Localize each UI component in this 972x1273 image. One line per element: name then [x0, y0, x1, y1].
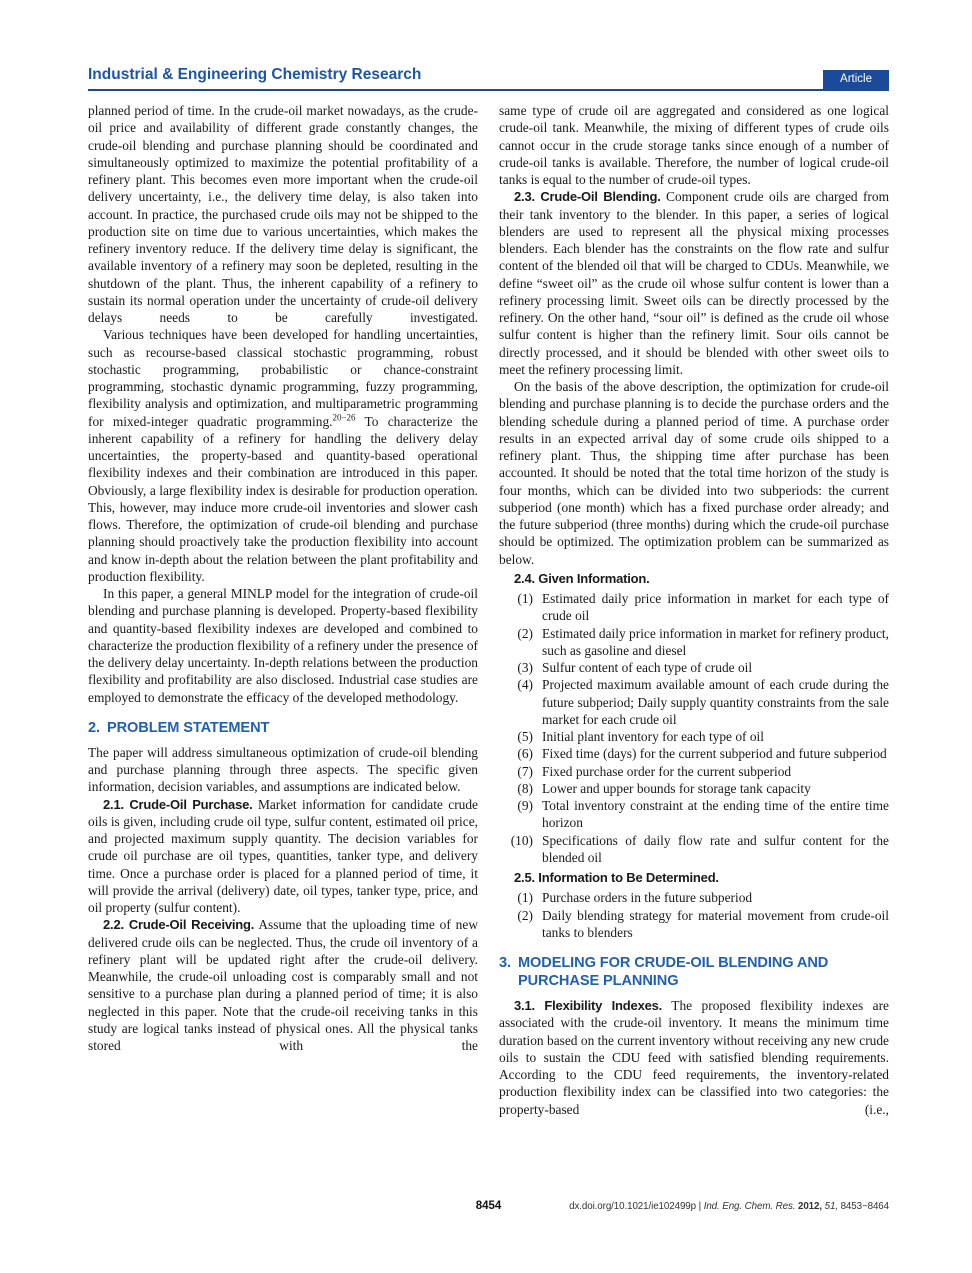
- list-item: [499, 889, 889, 906]
- paragraph-contribution: In this paper, a general MINLP model for the integration of crude-oil blending and purchase planning is developed. Property-based flexibility and quantity-based flexibility indexes are developed and combined to characterize the production flexibility of a refinery under the presence of the delivery delay uncertainty. In-depth relations between the production flexibility and profitability are also disclosed. Industrial case studies are employed to demonstrate the efficacy of the developed methodology.: [88, 586, 478, 705]
- list-item-number: (1): [517, 890, 533, 906]
- list-item: [499, 907, 889, 942]
- list-item-number: (4): [517, 677, 533, 693]
- subsection-heading: 2.2. Crude-Oil Receiving.: [103, 917, 255, 933]
- subsection-heading-information-determined: 2.5. Information to Be Determined.: [514, 870, 719, 885]
- section-heading-problem-statement: [88, 719, 478, 737]
- page-number: 8454: [475, 1200, 502, 1212]
- page-header: [88, 66, 889, 91]
- citation-year: 2012,: [797, 1201, 825, 1212]
- citation-volume: 51,: [824, 1201, 841, 1212]
- list-item-text: Daily blending strategy for material movement from crude-oil tanks to blenders: [542, 907, 889, 940]
- paragraph-text: Market information for candidate crude oils is given, including crude oil type, sulfur content, estimated oil price, and projected maximum supply quantity. The decision variables for crude oil purchase are oil types, quantities, tanker type, and delivery time. Once a purchase order is placed for a planned period of time, it will provide the arrival (delivery) date, oil types, tanker type, price, and oil property (sulfur content).: [88, 796, 478, 915]
- list-item: [499, 745, 889, 762]
- list-item-text: Sulfur content of each type of crude oil: [542, 660, 753, 675]
- list-item: [499, 590, 889, 625]
- paragraph-receiving-continuation: same type of crude oil are aggregated and considered as one logical crude-oil tank. Meanwhile, the mixing of different types of crude oils cannot occur in the crude storage tanks since enough of a number of crude-oil tanks is available. Therefore, the number of logical crude-oil tanks is equal to the number of crude-oil types.: [499, 103, 889, 187]
- page-footer: [88, 1200, 889, 1216]
- given-information-list: [499, 590, 889, 866]
- paragraph-problem-overview: The paper will address simultaneous optimization of crude-oil blending and purchase planning through three aspects. The specific given information, decision variables, and assumptions are indicated below.: [88, 744, 478, 795]
- list-item: [499, 763, 889, 780]
- list-item-number: (5): [517, 729, 533, 744]
- subsection-heading: 2.1. Crude-Oil Purchase.: [103, 796, 253, 812]
- left-column: [88, 102, 478, 1118]
- list-item-number: (2): [517, 907, 533, 923]
- page-content: [88, 66, 889, 1118]
- list-item-text: Purchase orders in the future subperiod: [542, 890, 753, 906]
- section-number: 3.: [499, 955, 511, 971]
- list-item: [499, 625, 889, 660]
- list-item-text: Estimated daily price information in market for each type of crude oil: [542, 591, 889, 624]
- list-item-number: (10): [510, 832, 533, 848]
- journal-title: Industrial & Engineering Chemistry Research: [88, 66, 422, 83]
- list-item-number: (8): [517, 780, 533, 796]
- information-determined-list: [499, 889, 889, 941]
- doi-link[interactable]: dx.doi.org/10.1021/ie102499p: [569, 1201, 696, 1212]
- paragraph-text: Component crude oils are charged from their tank inventory to the blender. In this paper, a series of logical blenders are used to represent all the physical mixing processes blenders. Each blender has the constraints on the flow rate and sulfur content of the blended oil that will be charged to CDUs. Meanwhile, we define “sweet oil” as the crude oil whose sulfur content is lower than a refinery processing limit. Sweet oils can be directly processed by the refinery. On the other hand, “sour oil” is defined as the crude oil whose sulfur content is higher than the refinery limit. Sour oils cannot be directly processed, and it should be blended with other sweet oils to meet the refinery processing limit.: [499, 189, 889, 377]
- paragraph-text: Various techniques have been developed for handling uncertainties, such as recourse-based classical stochastic programming, robust stochastic programming, probabilistic or chance-constraint programming, stochastic dynamic programming, fuzzy programming, flexibility analysis and optimization, and multiparametric programming for mixed-integer quadratic programming.: [88, 327, 478, 429]
- list-item-text: Projected maximum available amount of each crude during the future subperiod; Daily supply quantity constraints from the sale market for each crude oil: [542, 677, 889, 727]
- list-item: [499, 797, 889, 832]
- list-item-text: Estimated daily price information in market for refinery product, such as gasoline and diesel: [542, 625, 889, 658]
- paragraph-text: Assume that the uploading time of new delivered crude oils can be neglected. Thus, the crude oil inventory of a refinery plant will be updated right after the crude-oil delivery. Meanwhile, the crude-oil unloading cost is comparably small and not sensitive to a purchase plan during a planned period of time; it is also neglected in this paper. Note that the crude-oil receiving tanks in this study are logical tanks instead of physical ones. All the physical tanks stored with the: [88, 917, 478, 1053]
- list-item: [499, 728, 889, 745]
- list-item: [499, 676, 889, 728]
- list-item-text: Total inventory constraint at the ending time of the entire time horizon: [542, 798, 889, 831]
- subsection-crude-oil-receiving: [88, 916, 478, 1054]
- section-title: MODELING FOR CRUDE-OIL BLENDING AND PURCHASE PLANNING: [517, 955, 829, 989]
- list-item-number: (6): [517, 746, 533, 762]
- right-column: [499, 102, 889, 1118]
- section-title: PROBLEM STATEMENT: [106, 719, 270, 736]
- subsection-flexibility-indexes: [499, 997, 889, 1118]
- list-item-number: (7): [517, 763, 533, 779]
- subsection-heading: 2.3. Crude-Oil Blending.: [514, 189, 661, 205]
- paragraph-techniques: [88, 326, 478, 585]
- subsection-crude-oil-purchase: [88, 796, 478, 917]
- article-body: [88, 102, 889, 1118]
- paragraph-intro-continuation: planned period of time. In the crude-oil market nowadays, as the crude-oil price and availability of different grade constantly changes, the crude-oil blending and purchase planning should be coordinated and simultaneously optimized to maximize the potential profitability of a refinery plant. This becomes even more important when the crude-oil delivery uncertainty, i.e., the delivery time delay, is also taken into account. In practice, the purchased crude oils may not be shipped to the production site on time due to various uncertainties, which makes the refinery inventory reduce. If the delivery time delay is significant, the available inventory of a refinery may soon be depleted, resulting in the shutdown of the plant. Thus, the inherent capability of a refinery to sustain its normal operation under the uncertainty of crude-oil delivery delays needs to be carefully investigated.: [88, 103, 478, 325]
- list-item-text: Lower and upper bounds for storage tank capacity: [542, 780, 811, 796]
- section-heading-modeling: [499, 954, 889, 990]
- subsection-crude-oil-blending: [499, 188, 889, 378]
- list-item-text: Specifications of daily flow rate and sulfur content for the blended oil: [542, 832, 889, 865]
- paragraph-text: The proposed flexibility indexes are associated with the crude-oil inventory. It means the minimum time duration based on the current inventory without receiving any new crude oils to sustain the CDU feed with satisfied blending requirements. According to the CDU feed requirements, the inventory-related production flexibility index can be classified into two categories: the property-based (i.e.,: [499, 998, 889, 1117]
- list-item-text: Initial plant inventory for each type of oil: [542, 729, 764, 744]
- list-item-number: (9): [517, 798, 533, 813]
- reference-superscript: 20−26: [332, 412, 356, 423]
- list-item-number: (3): [517, 660, 533, 675]
- article-type-badge: Article: [823, 70, 889, 89]
- list-item-number: (1): [517, 591, 533, 606]
- subsection-heading: 3.1. Flexibility Indexes.: [514, 998, 663, 1013]
- citation-separator: |: [696, 1201, 704, 1212]
- list-item: [499, 659, 889, 676]
- citation-journal: Ind. Eng. Chem. Res.: [703, 1201, 798, 1212]
- list-item: [499, 832, 889, 867]
- list-item-text: Fixed purchase order for the current subperiod: [542, 763, 792, 779]
- paragraph-optimization-summary: On the basis of the above description, the optimization for crude-oil blending and purchase planning is to decide the purchase orders and the blending schedule during a planned period of time. A purchase order results in an expected arrival day of some crude oils shipped to a refinery plant. Thus, the shipping time after purchase has been accounted. It should be noted that the total time horizon of the study is four months, which can be divided into two subperiods: the current subperiod (one month) which has a fixed purchase order already; and the future subperiod (three months) during which the crude-oil purchase should be optimized. The optimization problem can be summarized as below.: [499, 379, 889, 567]
- list-item-text: Fixed time (days) for the current subperiod and future subperiod: [542, 746, 887, 762]
- subsection-heading-given-information: 2.4. Given Information.: [514, 570, 650, 586]
- paragraph-text: To characterize the inherent capability of a refinery for handling the delivery delay uncertainties, the property-based and quantity-based operational flexibility indexes and their combination are introduced in this paper. Obviously, a large flexibility index is desirable for production operation. This, however, may induce more crude-oil inventories and slower cash flows. Therefore, the optimization of crude-oil blending and purchase planning should proactively take the production flexibility into account and know in-depth about the relation between the plant profitability and production flexibility.: [88, 413, 478, 584]
- list-item-number: (2): [517, 625, 533, 641]
- citation-pages: 8453−8464: [840, 1201, 889, 1212]
- doi-citation: [569, 1201, 889, 1212]
- section-number: 2.: [88, 719, 100, 736]
- list-item: [499, 780, 889, 797]
